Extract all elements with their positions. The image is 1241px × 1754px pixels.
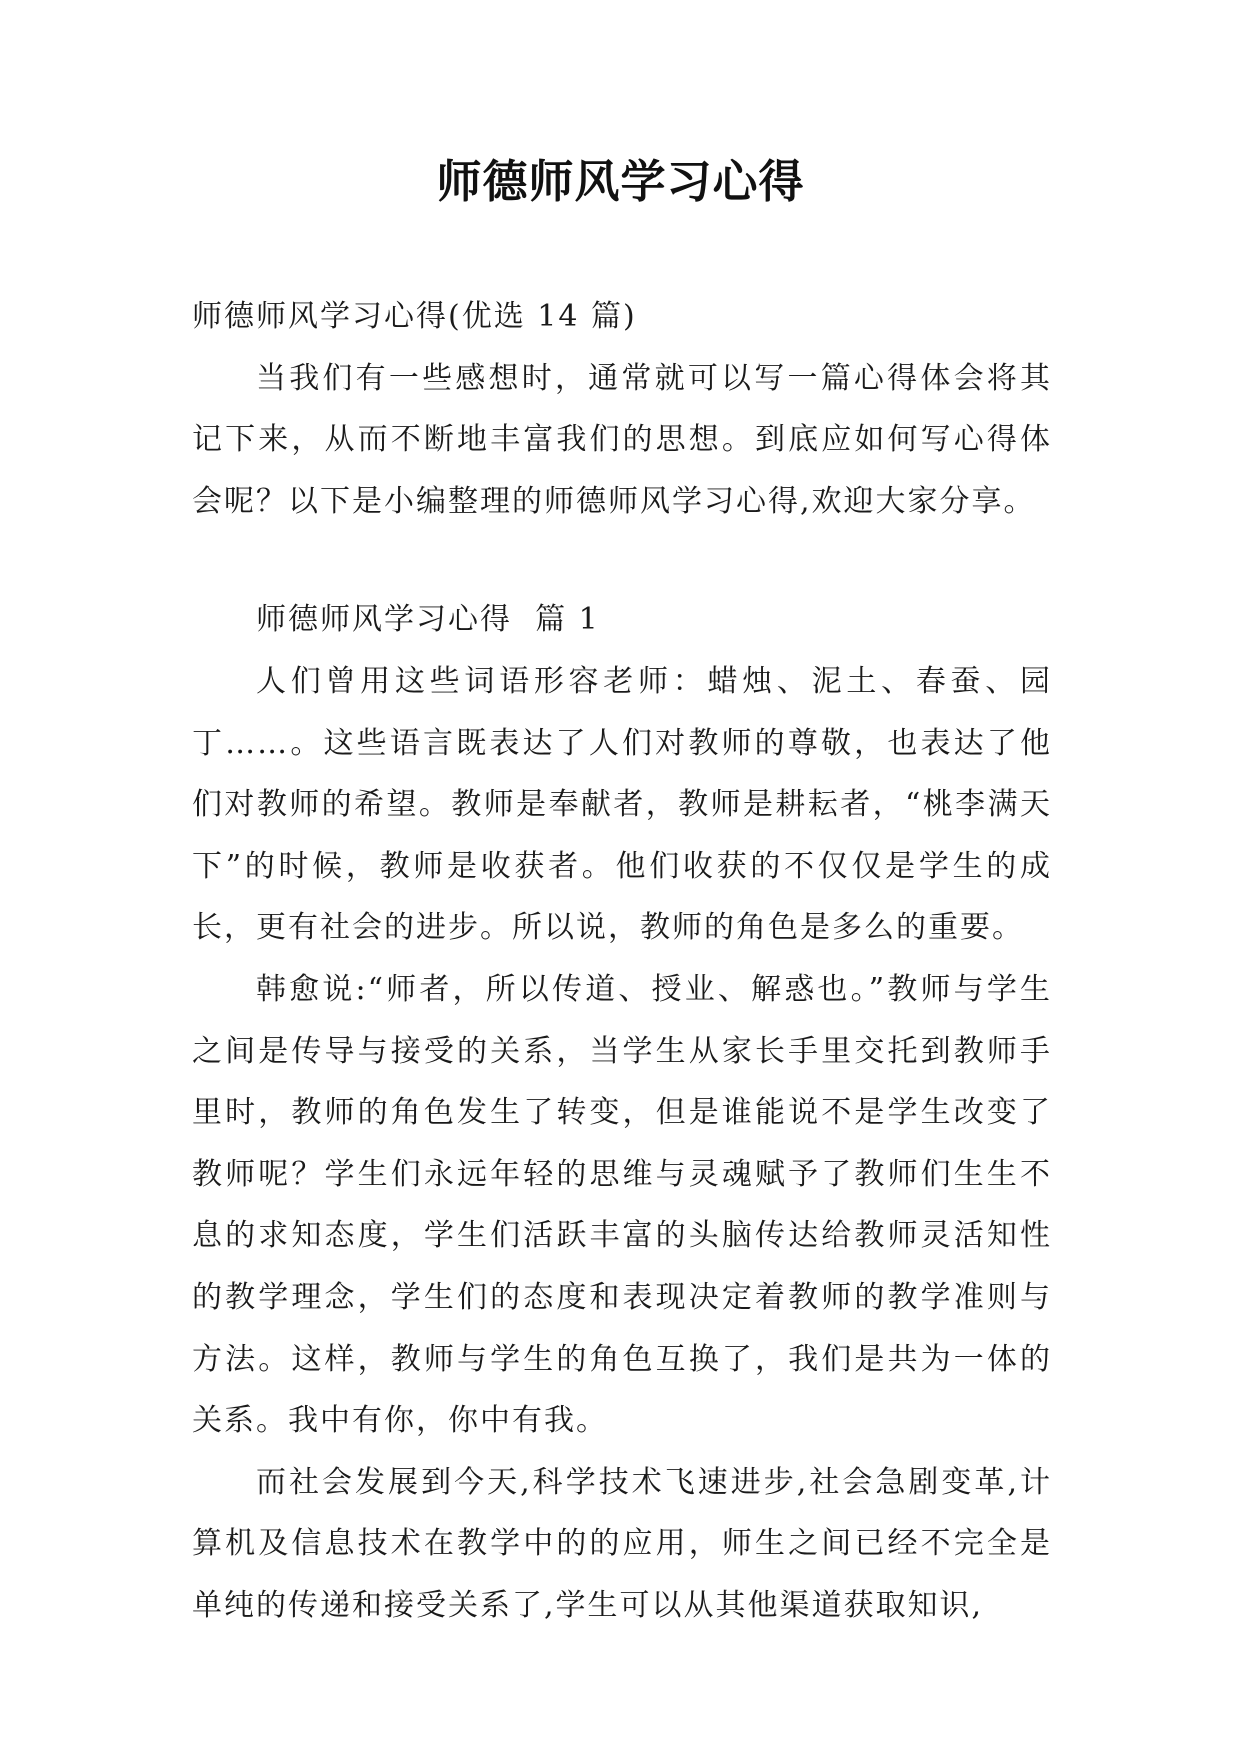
document-body bbox=[192, 286, 1052, 1636]
body-paragraph: 人们曾用这些词语形容老师：蜡烛、泥土、春蚕、园丁……。这些语言既表达了人们对教师的尊敬，也表达了他们对教师的希望。教师是奉献者，教师是耕耘者，“桃李满天下”的时候，教师是收获者。他们收获的不仅仅是学生的成长，更有社会的进步。所以说，教师的角色是多么的重要。 bbox=[192, 663, 1052, 946]
body-paragraph: 而社会发展到今天,科学技术飞速进步,社会急剧变革,计算机及信息技术在教学中的的应用，师生之间已经不完全是单纯的传递和接受关系了,学生可以从其他渠道获取知识, bbox=[192, 1464, 1052, 1623]
section-heading: 师德师风学习心得 篇 1 bbox=[256, 602, 600, 638]
section-spacer bbox=[192, 532, 1052, 589]
intro-paragraph: 当我们有一些感想时，通常就可以写一篇心得体会将其记下来，从而不断地丰富我们的思想。到底应如何写心得体会呢？以下是小编整理的师德师风学习心得,欢迎大家分享。 bbox=[192, 360, 1052, 519]
body-paragraph: 韩愈说:“师者，所以传道、授业、解惑也。”教师与学生之间是传导与接受的关系，当学生从家长手里交托到教师手里时，教师的角色发生了转变，但是谁能说不是学生改变了教师呢？学生们永远年轻的思维与灵魂赋予了教师们生生不息的求知态度，学生们活跃丰富的头脑传达给教师灵活知性的教学理念，学生们的态度和表现决定着教师的教学准则与方法。这样，教师与学生的角色互换了，我们是共为一体的关系。我中有你，你中有我。 bbox=[192, 971, 1052, 1439]
document-subtitle: 师德师风学习心得(优选 14 篇) bbox=[192, 299, 637, 334]
document-title: 师德师风学习心得 bbox=[436, 155, 805, 208]
